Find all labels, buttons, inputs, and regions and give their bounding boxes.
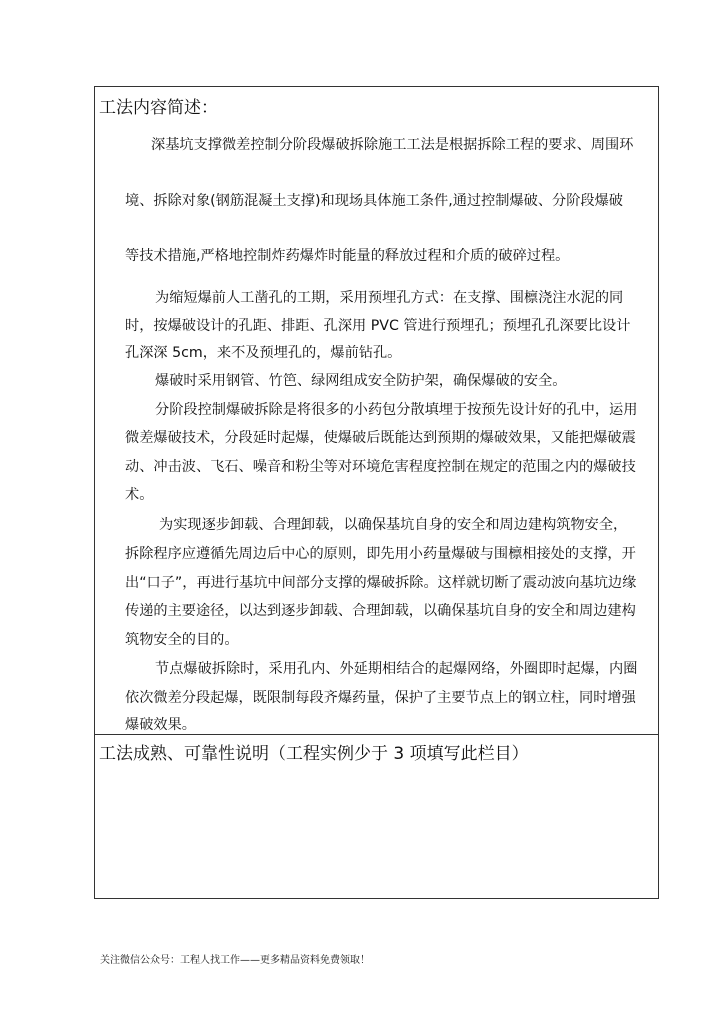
paragraph-line: 爆破效果。 xyxy=(125,717,196,733)
paragraph-line: 出“口子”，再进行基坑中间部分支撑的爆破拆除。这样就切断了震动波向基坑边缘 xyxy=(125,575,637,591)
paragraph-line: 境、拆除对象(钢筋混凝土支撑)和现场具体施工条件,通过控制爆破、分阶段爆破 xyxy=(125,193,623,209)
paragraph-line: 节点爆破拆除时，采用孔内、外延期相结合的起爆网络，外圈即时起爆，内圈 xyxy=(155,661,638,677)
paragraph-line: 术。 xyxy=(125,487,154,503)
paragraph-line: 依次微差分段起爆，既限制每段齐爆药量，保护了主要节点上的钢立柱，同时增强 xyxy=(125,690,636,706)
paragraph-line: 为缩短爆前人工凿孔的工期，采用预埋孔方式：在支撑、围檩浇注水泥的同 xyxy=(155,290,624,306)
section-divider xyxy=(95,734,658,735)
paragraph-line: 孔深深 5cm，来不及预埋孔的，爆前钻孔。 xyxy=(125,345,402,361)
paragraph-line: 等技术措施,严格地控制炸药爆炸时能量的释放过程和介质的破碎过程。 xyxy=(125,248,570,264)
paragraph-line: 分阶段控制爆破拆除是将很多的小药包分散填埋于按预先设计好的孔中，运用 xyxy=(155,402,638,418)
paragraph-line: 时，按爆破设计的孔距、排距、孔深用 PVC 管进行预埋孔；预埋孔孔深要比设计 xyxy=(125,318,631,334)
paragraph-line: 为实现逐步卸载、合理卸载，以确保基坑自身的安全和周边建构筑物安全， xyxy=(159,517,628,533)
form-table xyxy=(94,86,659,899)
footer-note: 关注微信公众号：工程人找工作——更多精品资料免费领取！ xyxy=(100,955,370,966)
paragraph-line: 筑物安全的目的。 xyxy=(125,632,239,648)
paragraph-line: 微差爆破技术，分段延时起爆，使爆破后既能达到预期的爆破效果，又能把爆破震 xyxy=(125,430,636,446)
paragraph-line: 深基坑支撑微差控制分阶段爆破拆除施工工法是根据拆除工程的要求、周围环 xyxy=(151,137,634,153)
paragraph-line: 传递的主要途径，以达到逐步卸载、合理卸载，以确保基坑自身的安全和周边建构 xyxy=(125,603,636,619)
paragraph-line: 爆破时采用钢管、竹笆、绿网组成安全防护架，确保爆破的安全。 xyxy=(155,373,567,389)
paragraph-line: 拆除程序应遵循先周边后中心的原则，即先用小药量爆破与围檩相接处的支撑，开 xyxy=(125,546,636,562)
section-title-description: 工法内容简述： xyxy=(99,98,218,118)
section-title-reliability: 工法成熟、可靠性说明（工程实例少于 3 项填写此栏目） xyxy=(99,744,529,764)
paragraph-line: 动、冲击波、飞石、噪音和粉尘等对环境危害程度控制在规定的范围之内的爆破技 xyxy=(125,459,636,475)
